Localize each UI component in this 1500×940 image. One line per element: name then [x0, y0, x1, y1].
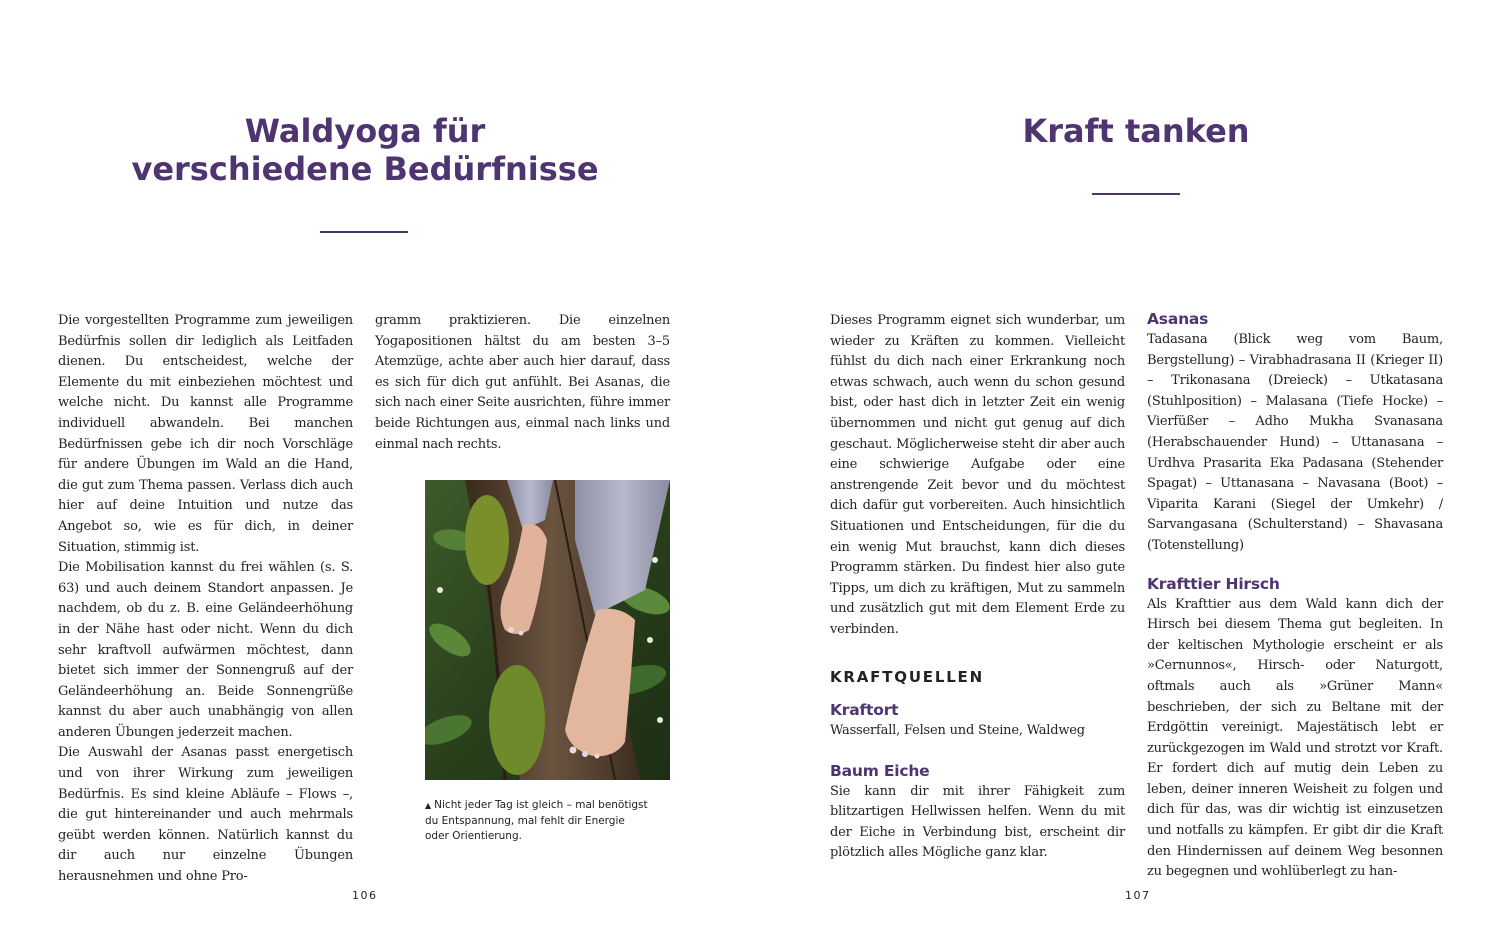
paragraph: gramm praktizieren. Die einzelnen Yogapositionen hältst du am besten 3–5 Atemzüge, achte aber auch hier darauf, dass es sich für dich gut anfühlt. Bei Asanas, die sich nach einer Seite ausrichten, führe immer beide Richtungen aus, einmal nach links und einmal nach rechts. — [375, 313, 670, 452]
asanas-text: Tadasana (Blick weg vom Baum, Bergstellung) – Virabhadrasana II (Krieger II) – Trikonasana (Dreieck) – Utkatasana (Stuhlposition) – Malasana (Tiefe Hocke) – Vierfüßer – Adho Mukha Svanasana (Herabschauender Hund) – Uttanasana – Urdhva Prasarita Eka Padasana (Stehender Spagat) – Uttanasana – Navasana (Boot) – Viparita Karani (Siegel der Umkehr) / Sarvangasana (Schulterstand) – Shavasana (Totenstellung) — [1147, 332, 1443, 553]
chapter-title-line1: Waldyoga für — [244, 112, 486, 150]
caption-marker: ▲ — [425, 801, 432, 810]
subheading-kraftort: Kraftort — [830, 701, 899, 720]
caption-text: Nicht jeder Tag ist gleich – mal benötigst du Entspannung, mal fehlt dir Energie oder Orientierung. — [425, 799, 648, 842]
kraftort-text: Wasserfall, Felsen und Steine, Waldweg — [830, 723, 1085, 739]
page-number: 106 — [352, 889, 378, 902]
photo-caption — [425, 798, 650, 845]
krafttier-text: Als Krafttier aus dem Wald kann dich der Hirsch bei diesem Thema gut begleiten. In der keltischen Mythologie erscheint er als »Cernunnos«, Hirsch- oder Naturgott, oftmals auch als »Grüner Mann« beschrieben, der sich zu Beltane mit der Erdgöttin vereinigt. Majestätisch lebt er zurückgezogen im Wald und strotzt vor Kraft. Er fordert dich auf mutig dein Leben zu leben, deiner inneren Weisheit zu folgen und dich für das, was dir wichtig ist einzusetzen und notfalls zu kämpfen. Er gibt dir die Kraft den Hindernissen auf deinem Weg besonnen zu begegnen und wohlüberlegt zu han- — [1147, 596, 1443, 880]
photo-illustration — [425, 480, 670, 780]
section-title: Kraft tanken — [1022, 112, 1250, 150]
chapter-title-line2: verschiedene Bedürfnisse — [131, 150, 599, 188]
intro-paragraph: Dieses Programm eignet sich wunderbar, um wieder zu Kräften zu kommen. Vielleicht fühlst du dich nach einer Erkrankung noch etwas schwach, auch wenn du schon gesund bist, oder hast dich in letzter Zeit ein wenig übernommen und nicht gut genug auf dich geschaut. Möglicherweise steht dir aber auch eine schwierige Aufgabe oder eine anstrengende Zeit bevor und du möchtest dich dafür gut vorbereiten. Auch hinsichtlich Situationen und Entscheidungen, für die du ein wenig Mut brauchst, kann dich dieses Programm stärken. Du findest hier also gute Tipps, um dich zu kräftigen, Mut zu sammeln und zusätzlich gut mit dem Element Erde zu verbinden. — [830, 313, 1125, 637]
paragraph: Die Mobilisation kannst du frei wählen (s. S. 63) und auch deinem Standort anpassen. Je nachdem, ob du z. B. eine Geländeerhöhung in der Nähe hast oder nicht. Wenn du dich sehr kraftvoll aufwärmen möchtest, dann bietet sich immer der Sonnengruß auf der Geländeerhöhung an. Beide Sonnengrüße kannst du aber auch unabhängig von allen anderen Übungen jederzeit machen. — [58, 560, 353, 740]
subheading-baum: Baum Eiche — [830, 761, 930, 780]
left-column-2 — [375, 311, 670, 455]
page-number: 107 — [1125, 889, 1151, 902]
section-heading-kraftquellen: KRAFTQUELLEN — [830, 667, 984, 686]
left-column-1 — [58, 311, 353, 888]
subheading-krafttier: Krafttier Hirsch — [1147, 574, 1280, 593]
baum-text: Sie kann dir mit ihrer Fähigkeit zum blitzartigen Hellwissen helfen. Wenn du mit der Eiche in Verbindung bist, erscheint dir plötzlich alles Mögliche ganz klar. — [830, 783, 1125, 861]
photo-bare-feet-on-log — [425, 480, 670, 780]
chapter-title — [60, 112, 670, 188]
right-page — [750, 0, 1500, 940]
subheading-asanas: Asanas — [1147, 310, 1209, 328]
paragraph: Die vorgestellten Programme zum jeweiligen Bedürfnis sollen dir lediglich als Leitfaden dienen. Du entscheidest, welche der Elemente du mit einbeziehen möchtest und welche nicht. Du kannst alle Programme individuell abwandeln. Bei manchen Bedürfnissen gebe ich dir noch Vorschläge für andere Übungen im Wald an die Hand, die gut zum Thema passen. Verlass dich auch hier auf deine Intuition und nutze das Angebot so, wie es für dich, in deiner Situation, stimmig ist. — [58, 313, 353, 555]
right-column-2 — [1147, 308, 1443, 883]
title-divider — [1092, 193, 1180, 195]
right-column-1 — [830, 311, 1125, 864]
title-divider — [320, 231, 408, 233]
paragraph: Die Auswahl der Asanas passt energetisch und von ihrer Wirkung zum jeweiligen Bedürfnis. Es sind kleine Abläufe – Flows –, die gut hintereinander und auch mehrmals geübt werden können. Natürlich kannst du dir auch nur einzelne Übungen herausnehmen und ohne Pro- — [58, 745, 353, 885]
